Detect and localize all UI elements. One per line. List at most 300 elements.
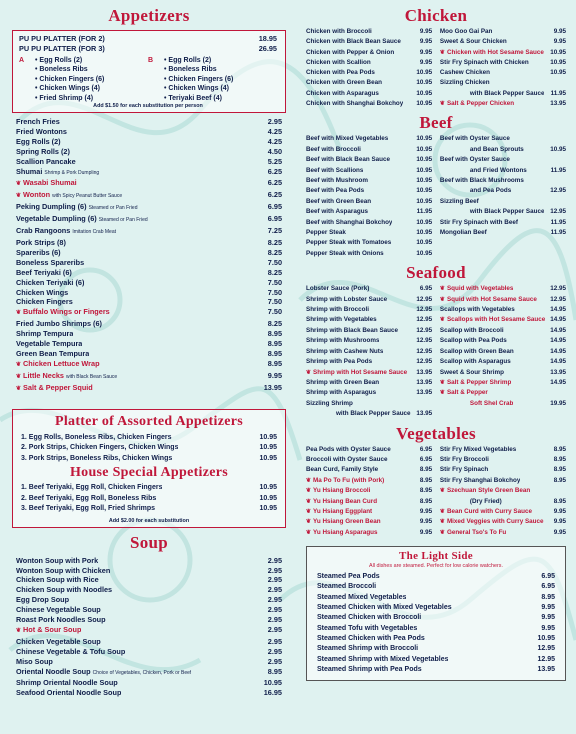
menu-item-name — [16, 359, 100, 371]
menu-item-name — [16, 214, 148, 226]
menu-item — [440, 145, 566, 155]
menu-item — [16, 371, 282, 383]
menu-item-price: 10.95 — [259, 433, 277, 441]
menu-item-price: 6.95 — [541, 583, 555, 591]
menu-item — [440, 48, 566, 58]
appetizer-list — [12, 117, 286, 395]
menu-item — [16, 615, 282, 625]
spicy-icon: ❦ — [439, 519, 445, 526]
menu-item-name — [440, 517, 544, 527]
menu-item-price: 14.95 — [550, 347, 566, 355]
menu-item-price: 12.95 — [537, 655, 555, 663]
menu-item — [16, 258, 282, 268]
menu-item-label: Little Necks — [23, 370, 64, 380]
menu-item — [440, 476, 566, 486]
light-side-subtitle: All dishes are steamed. Perfect for low calorie watchers. — [369, 563, 503, 570]
menu-item — [440, 197, 566, 207]
menu-item-label: Pork Strips (8) — [16, 238, 66, 248]
left-column — [12, 0, 286, 698]
spicy-icon: ❦ — [16, 361, 22, 368]
menu-item-label: Wonton Soup with Chicken — [16, 565, 111, 575]
menu-item — [16, 647, 282, 657]
menu-item-label: Hot & Sour Soup — [23, 624, 82, 634]
menu-item-name — [306, 305, 369, 315]
menu-item-price: 6.95 — [419, 455, 433, 463]
menu-item — [306, 326, 432, 336]
menu-item-label: Pea Pods with Oyster Sauce — [306, 445, 391, 453]
menu-item — [306, 155, 432, 165]
menu-item-name — [306, 528, 378, 538]
menu-item — [306, 315, 432, 325]
menu-item-label: Mongolian Beef — [439, 229, 487, 237]
menu-item-price: 6.25 — [267, 190, 282, 200]
menu-item-price: 6.95 — [541, 573, 555, 581]
menu-item-label: Boneless Spareribs — [16, 257, 85, 267]
menu-item — [16, 147, 282, 157]
menu-item-label: and Fried Wontons — [469, 166, 527, 174]
menu-item — [16, 178, 282, 190]
menu-item-price: 10.95 — [416, 79, 433, 87]
menu-item — [440, 315, 566, 325]
menu-item-price: 18.95 — [258, 34, 277, 43]
menu-item-price: 9.95 — [419, 507, 433, 515]
menu-item-name — [306, 357, 372, 367]
menu-item-label: Shrimp Tempura — [16, 329, 74, 339]
menu-item-name — [306, 99, 403, 109]
menu-item — [440, 89, 566, 99]
menu-item-price: 8.95 — [267, 666, 282, 676]
menu-item — [16, 349, 282, 359]
menu-item-label: Soft Shel Crab — [469, 399, 514, 407]
menu-item — [16, 575, 282, 585]
menu-item-name — [440, 357, 511, 367]
menu-item — [306, 368, 432, 378]
menu-item-name — [440, 378, 511, 388]
menu-item-price: 10.95 — [550, 48, 566, 56]
menu-item-label: (Dry Fried) — [469, 497, 502, 505]
menu-item-name — [317, 655, 448, 665]
seafood-section — [306, 284, 566, 419]
menu-item-name — [16, 383, 93, 395]
menu-item-price: 16.95 — [263, 688, 282, 698]
menu-item — [21, 483, 277, 494]
menu-item-label: Beef with Mushroom — [306, 177, 368, 184]
menu-item-price: 7.50 — [267, 307, 282, 317]
menu-item — [440, 497, 566, 507]
menu-item-price: 10.95 — [416, 69, 433, 77]
menu-item-name — [317, 644, 418, 654]
spicy-icon: ❦ — [439, 379, 445, 386]
menu-item-name — [306, 78, 382, 88]
menu-item-label: Beef Teriyaki (6) — [16, 267, 72, 277]
menu-item-name — [306, 388, 376, 398]
menu-item-label: 2. Beef Teriyaki, Egg Roll, Boneless Ribs — [21, 494, 157, 502]
menu-item-name — [306, 378, 379, 388]
menu-item-label: Shrimp with Black Bean Sauce — [306, 326, 399, 334]
menu-item-name — [16, 178, 77, 190]
menu-item-price: 2.95 — [267, 656, 282, 666]
platter-option-item: • Chicken Fingers (6) — [35, 75, 105, 83]
menu-item-name — [306, 197, 371, 207]
menu-item-price: 10.95 — [550, 58, 566, 66]
menu-item-price: 9.95 — [541, 614, 555, 622]
menu-item-label: Sizzling Beef — [439, 197, 479, 205]
pu-pu-platter-box — [12, 30, 286, 113]
platter-note: Add $1.50 for each substitution per person — [93, 103, 203, 110]
menu-item-name — [16, 605, 101, 615]
menu-item-label: Pepper Steak — [306, 229, 346, 237]
house-special-note: Add $2.00 for each substitution — [108, 517, 190, 524]
menu-item-name — [16, 688, 121, 698]
menu-item-name — [21, 494, 156, 505]
menu-item — [21, 443, 277, 454]
menu-item-price: 26.95 — [258, 44, 277, 53]
menu-item-label: Beef with Asparagus — [306, 208, 369, 216]
menu-item-name — [16, 157, 76, 167]
menu-item-name — [440, 228, 487, 238]
menu-item — [306, 68, 432, 78]
menu-item-label: Scallop with Pea Pods — [439, 337, 507, 345]
spicy-icon: ❦ — [16, 310, 22, 317]
assorted-heading: Platter of Assorted Appetizers — [55, 413, 243, 429]
menu-item-name — [16, 625, 81, 637]
menu-item — [21, 433, 277, 444]
menu-item — [440, 378, 566, 388]
menu-item — [19, 34, 277, 44]
platter-prices — [19, 34, 277, 54]
menu-item-price: 10.95 — [416, 177, 433, 184]
menu-item-price: 2.95 — [267, 615, 282, 625]
menu-item-name — [306, 27, 372, 37]
chicken-heading: Chicken — [404, 6, 468, 25]
menu-item-name — [16, 297, 73, 307]
menu-item — [306, 238, 432, 248]
menu-item-price: 2.95 — [267, 605, 282, 615]
menu-item-name — [16, 307, 110, 319]
platter-option-item: • Fried Shrimp (4) — [35, 94, 94, 102]
menu-item-note: with Spicy Peanut Butter Sauce — [52, 193, 123, 200]
menu-item — [306, 465, 432, 475]
platter-option-item: • Boneless Ribs — [35, 66, 88, 74]
menu-item-name — [16, 371, 117, 383]
menu-item-label: Chicken with Hot Sesame Sauce — [446, 48, 544, 56]
menu-item-price: 14.95 — [550, 316, 566, 324]
menu-item-name — [306, 497, 377, 507]
menu-item-name — [16, 595, 69, 605]
menu-item-price: 13.95 — [550, 368, 566, 376]
menu-item-label: Steamed Shrimp with Mixed Vegetables — [317, 655, 449, 663]
menu-item — [440, 228, 566, 238]
spicy-icon: ❦ — [16, 181, 22, 188]
house-special-list — [21, 483, 277, 515]
menu-item-label: Scallion Pancake — [16, 156, 76, 166]
menu-item-label: Chicken with Pepper & Onion — [306, 48, 395, 56]
menu-item-label: Wonton — [23, 190, 51, 200]
menu-item-price: 12.95 — [537, 645, 555, 653]
menu-item-name — [306, 476, 384, 486]
menu-item-price: 10.95 — [416, 187, 433, 195]
menu-item-price: 9.95 — [553, 507, 566, 515]
menu-item-name — [440, 315, 545, 325]
menu-item-name — [440, 445, 516, 455]
spicy-icon: ❦ — [306, 529, 312, 536]
menu-item-price: 9.95 — [553, 28, 566, 35]
spicy-icon: ❦ — [439, 488, 445, 495]
beef-section — [306, 134, 566, 259]
menu-item — [306, 517, 432, 527]
menu-item — [16, 678, 282, 688]
menu-item-label: Steamed Chicken with Mixed Vegetables — [317, 604, 452, 612]
menu-item-label: Shrimp with Cashew Nuts — [306, 347, 384, 355]
menu-item — [306, 347, 432, 357]
menu-item-name — [16, 647, 125, 657]
menu-item-label: Beef with Mixed Vegetables — [306, 135, 389, 143]
menu-item-label: Chicken Soup with Rice — [16, 575, 99, 585]
menu-item — [317, 644, 555, 654]
menu-item-price: 9.95 — [419, 58, 433, 66]
menu-item — [306, 228, 432, 238]
menu-item-label: Scallop with Broccoli — [439, 326, 504, 334]
menu-item-label: Sweet & Sour Chicken — [439, 38, 507, 46]
menu-item — [16, 278, 282, 288]
menu-item-name — [440, 347, 514, 357]
menu-item-name — [306, 37, 401, 47]
platter-option-item: • Egg Rolls (2) — [164, 57, 212, 65]
menu-item-price: 10.95 — [416, 145, 433, 153]
menu-item-name — [16, 117, 60, 127]
platter-option-item: • Egg Rolls (2) — [35, 57, 83, 65]
menu-item-price: 12.95 — [416, 306, 433, 314]
menu-item-price: 14.95 — [550, 337, 566, 345]
menu-item-name — [306, 207, 368, 217]
menu-item-label: Chicken Vegetable Soup — [16, 636, 101, 646]
menu-item-price: 10.95 — [550, 145, 566, 153]
menu-item-name — [440, 399, 513, 409]
menu-item-label: Steamed Shrimp with Pea Pods — [317, 665, 422, 673]
spicy-icon: ❦ — [439, 101, 445, 108]
menu-item-price: 10.95 — [263, 678, 282, 688]
menu-item-price: 10.95 — [259, 494, 277, 502]
menu-item-label: Chicken Fingers — [16, 297, 73, 307]
menu-item-label: Beef with Black Bean Sauce — [306, 156, 390, 164]
menu-item-name — [16, 288, 68, 298]
menu-item-label: Squid with Vegetables — [446, 285, 514, 293]
menu-item-name — [21, 454, 172, 465]
menu-item-label: Chinese Vegetable Soup — [16, 605, 101, 615]
menu-item — [16, 288, 282, 298]
menu-item-label: Miso Soup — [16, 656, 53, 666]
spicy-icon: ❦ — [306, 498, 312, 505]
menu-item-price: 13.95 — [537, 665, 555, 673]
platter-options — [19, 56, 277, 103]
menu-item-label: Chicken Teriyaki (6) — [16, 277, 85, 287]
menu-item-price: 9.95 — [419, 38, 433, 46]
menu-item-price: 12.95 — [416, 295, 433, 303]
menu-item-price: 13.95 — [416, 410, 433, 418]
menu-item-name — [16, 147, 70, 157]
menu-item-price: 9.95 — [541, 624, 555, 632]
menu-item-name — [16, 319, 102, 329]
menu-item-price: 13.95 — [416, 378, 433, 386]
menu-item-price: 8.95 — [267, 329, 282, 339]
menu-item-price: 13.95 — [550, 100, 566, 108]
menu-item — [440, 399, 566, 409]
menu-item-label: Lobster Sauce (Pork) — [306, 285, 370, 293]
menu-item-label: Yu Hsiang Asparagus — [313, 528, 378, 536]
menu-item-name — [440, 336, 507, 346]
menu-item-label: Beef with Black Mushrooms — [439, 177, 524, 184]
seafood-heading: Seafood — [406, 263, 466, 283]
menu-item — [16, 238, 282, 248]
menu-item-price: 12.95 — [550, 295, 566, 303]
menu-item — [306, 218, 432, 228]
menu-item-label: Spring Rolls (2) — [16, 146, 70, 156]
menu-item-name — [440, 186, 511, 196]
menu-item — [306, 497, 432, 507]
menu-item — [16, 319, 282, 329]
menu-item-name — [306, 155, 390, 165]
menu-item — [16, 657, 282, 667]
menu-item-name — [306, 218, 392, 228]
menu-item-price: 8.95 — [553, 445, 566, 453]
light-side-list — [317, 572, 555, 675]
menu-item-name — [306, 445, 391, 455]
menu-item-label: Vegetable Tempura — [16, 339, 83, 349]
menu-item — [306, 336, 432, 346]
menu-item-name — [16, 678, 118, 688]
platter-option-b — [148, 56, 277, 103]
menu-item-label: Moo Goo Gai Pan — [439, 28, 493, 35]
menu-item — [440, 517, 566, 527]
menu-item — [306, 58, 432, 68]
menu-item-name — [16, 556, 98, 566]
menu-item-label: Steamed Pea Pods — [317, 573, 380, 581]
menu-item-price: 8.25 — [267, 267, 282, 277]
platter-option-a — [19, 56, 148, 103]
menu-item-name — [440, 295, 537, 305]
menu-item-name — [306, 228, 346, 238]
menu-item — [16, 190, 282, 202]
menu-item-price: 9.95 — [553, 528, 566, 536]
spicy-icon: ❦ — [439, 49, 445, 56]
menu-item-price: 8.95 — [553, 497, 566, 505]
menu-item-price: 12.95 — [550, 285, 566, 293]
menu-item-label: Fried Jumbo Shrimps (6) — [16, 319, 102, 329]
menu-item-price: 8.95 — [419, 497, 433, 505]
menu-item-name — [317, 634, 425, 644]
menu-item-name — [440, 27, 492, 37]
menu-item — [317, 624, 555, 634]
menu-item-label: Chicken with Black Bean Sauce — [306, 38, 401, 46]
menu-item-label: and Pea Pods — [469, 187, 512, 195]
menu-item-name — [306, 58, 371, 68]
menu-item-price: 2.95 — [267, 565, 282, 575]
menu-item-label: Stir Fry Mixed Vegetables — [439, 445, 517, 453]
spicy-icon: ❦ — [439, 390, 445, 397]
menu-item-price: 2.95 — [267, 624, 282, 634]
menu-item-name — [21, 443, 178, 454]
menu-item-note: with Black Bean Sauce — [66, 373, 118, 380]
menu-item-price: 11.95 — [550, 229, 566, 237]
menu-item-label: Wonton Soup with Pork — [16, 555, 99, 565]
menu-item-price: 4.25 — [267, 126, 282, 136]
menu-item-label: Beef with Green Bean — [306, 197, 372, 205]
menu-item-price: 19.95 — [550, 399, 566, 407]
menu-item-price: 4.50 — [267, 146, 282, 156]
soup-heading: Soup — [129, 532, 169, 552]
menu-item-price: 7.50 — [267, 257, 282, 267]
menu-item-name — [317, 603, 452, 613]
menu-item-price: 9.95 — [419, 528, 433, 536]
menu-item — [306, 455, 432, 465]
menu-item-name — [16, 637, 101, 647]
spicy-icon: ❦ — [16, 627, 22, 634]
menu-item-name — [440, 58, 529, 68]
menu-item — [16, 268, 282, 278]
menu-item — [440, 336, 566, 346]
menu-item — [16, 137, 282, 147]
menu-item-name — [440, 507, 532, 517]
menu-item-price: 10.95 — [416, 156, 433, 164]
menu-item-label: Stir Fry Spinach with Beef — [439, 218, 518, 226]
menu-item-name — [21, 483, 162, 494]
menu-item — [306, 409, 432, 419]
menu-item — [440, 486, 566, 496]
menu-item — [306, 99, 432, 109]
menu-item-label: 3. Beef Teriyaki, Egg Roll, Fried Shrimps — [21, 505, 156, 513]
menu-item-price: 10.95 — [416, 197, 433, 205]
menu-item-name — [16, 585, 112, 595]
menu-item — [306, 295, 432, 305]
menu-item-name — [16, 226, 116, 238]
menu-item-price: 7.25 — [267, 226, 282, 236]
menu-item-name — [16, 667, 191, 679]
menu-item — [306, 486, 432, 496]
menu-item-label: PU PU PLATTER (FOR 2) — [19, 34, 105, 43]
menu-item-label: Mixed Veggies with Curry Sauce — [446, 518, 544, 526]
menu-item — [306, 388, 432, 398]
menu-item-price: 10.95 — [416, 166, 433, 174]
menu-item-name — [440, 48, 544, 58]
menu-item — [317, 655, 555, 665]
menu-item-price: 8.25 — [267, 319, 282, 329]
menu-item-name — [317, 665, 422, 675]
menu-item-name — [306, 399, 353, 409]
menu-item — [440, 37, 566, 47]
menu-item-name — [306, 249, 384, 259]
menu-item-price: 14.95 — [550, 378, 566, 386]
menu-item-label: Roast Pork Noodles Soup — [16, 615, 106, 625]
menu-item — [306, 207, 432, 217]
menu-item — [19, 44, 277, 54]
menu-item-note: Shrimp & Pork Dumpling — [44, 169, 100, 176]
menu-item-price: 9.95 — [553, 38, 566, 46]
menu-item-name — [440, 155, 510, 165]
menu-item — [16, 688, 282, 698]
menu-item — [16, 625, 282, 637]
menu-item-price: 8.95 — [553, 476, 566, 484]
menu-item — [306, 399, 432, 409]
menu-item-label: Beef with Shanghai Bokchoy — [306, 218, 393, 226]
menu-item-label: French Fries — [16, 117, 60, 127]
menu-item — [16, 329, 282, 339]
menu-item — [16, 214, 282, 226]
menu-item-label: Yu Hsiang Broccoli — [313, 487, 371, 495]
spicy-icon: ❦ — [439, 529, 445, 536]
menu-item-label: Cashew Chicken — [439, 69, 490, 77]
menu-item-label: Broccoli with Oyster Sauce — [306, 455, 388, 463]
menu-item — [440, 134, 566, 144]
